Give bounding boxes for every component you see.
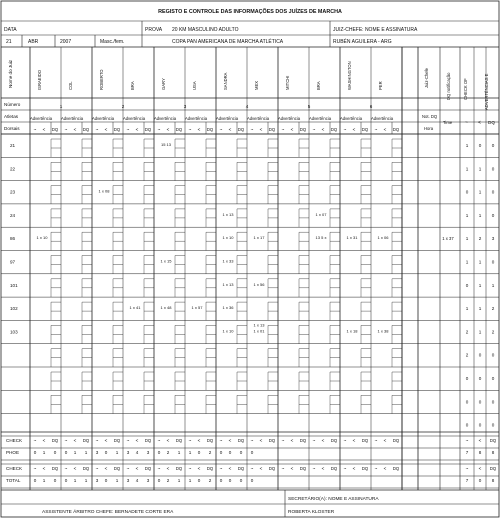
dynamic-content: [10, 61, 497, 483]
check2-lt-8: <: [259, 466, 263, 471]
phoe-value-12: 0: [157, 450, 161, 455]
check2-dq-3: DQ: [113, 466, 121, 471]
check-lt-9: <: [290, 438, 294, 443]
check-dq-12: DQ: [392, 438, 400, 443]
bib-21: 21: [10, 143, 16, 148]
check2-lt-1: <: [42, 466, 46, 471]
judge-name-1: ISRAEIDO: [37, 69, 42, 90]
check-dq-5: DQ: [175, 438, 183, 443]
row-total-tilde-5: 1: [465, 259, 469, 265]
total-value-19: 0: [228, 478, 232, 483]
tilde-header-5: ~: [157, 127, 161, 132]
judge-name-label: Nome do Juiz: [8, 59, 13, 88]
bib-103: 103: [10, 329, 18, 335]
entry-r6-j7: 1 x 56: [253, 281, 265, 287]
bib-97: 97: [10, 259, 16, 265]
entry-r7-j6: 1 x 36: [222, 305, 234, 311]
not-dq-label: Not. DQ: [422, 114, 438, 119]
judge-number-6: 6: [369, 104, 373, 109]
right-lt: <: [478, 120, 481, 126]
phoe-value-4: 1: [73, 450, 77, 455]
warning-header-5: Advertência: [153, 116, 177, 121]
row-total-lt-8: 1: [478, 329, 482, 335]
tilde-header-7: ~: [219, 127, 223, 132]
bib-102: 102: [10, 306, 18, 312]
check2-tilde-12: ~: [374, 466, 378, 471]
check-label-top: CHECK: [6, 438, 23, 443]
warnings-label: ADVERTÊNCIAS E: [484, 73, 489, 110]
check2-tilde-8: ~: [250, 466, 254, 471]
judge-name-11: WASHINGTON: [347, 61, 352, 90]
check-tilde-8: ~: [250, 438, 254, 443]
row-total-lt-6: 1: [478, 282, 482, 288]
check-lt-4: <: [135, 438, 139, 443]
judge-number-1: 1: [59, 104, 63, 109]
row-total-tilde-1: 1: [465, 166, 469, 172]
dq-header-9: DQ: [299, 127, 307, 132]
entry-r3-j6: 1 x 13: [222, 211, 234, 217]
check-dq-8: DQ: [268, 438, 276, 443]
entry-r7-j5: 1 x 57: [191, 305, 203, 311]
entry-r2-j2: 1 x 08: [98, 188, 110, 194]
check-tilde-10: ~: [312, 438, 316, 443]
row-total-tilde-3: 1: [465, 212, 469, 218]
check2-dq-1: DQ: [51, 466, 59, 471]
total-value-15: 1: [188, 478, 192, 483]
check2-dq-11: DQ: [361, 466, 369, 471]
lt-header-11: <: [352, 127, 356, 132]
check-lt-10: <: [321, 438, 325, 443]
phoe-value-9: 3: [126, 450, 130, 455]
dq-header-12: DQ: [392, 127, 400, 132]
check2-dq-5: DQ: [175, 466, 183, 471]
row-total-tilde-8: 2: [465, 329, 469, 335]
lt-header-7: <: [228, 127, 232, 132]
total-value-0: 0: [33, 478, 37, 483]
extra-total-lt-0: 0: [478, 352, 482, 358]
phoe-value-0: 0: [33, 450, 37, 455]
check-lt-8: <: [259, 438, 263, 443]
check-tilde-6: ~: [188, 438, 192, 443]
row-total-lt-4: 2: [478, 236, 482, 242]
lt-header-5: <: [166, 127, 170, 132]
row-total-dq-3: 0: [491, 212, 495, 218]
race-value: 20 KM MASCULINO ADULTO: [172, 27, 239, 33]
check-tilde-7: ~: [219, 438, 223, 443]
row-total-tilde-2: 0: [465, 189, 469, 195]
dq-header-10: DQ: [330, 127, 338, 132]
bib-22: 22: [10, 166, 16, 172]
tilde-header-12: ~: [374, 127, 378, 132]
dq-header-4: DQ: [144, 127, 152, 132]
total-value-16: 0: [197, 478, 201, 483]
check-dq-2: DQ: [82, 438, 90, 443]
tilde-header-1: ~: [33, 127, 37, 132]
tilde-header-11: ~: [343, 127, 347, 132]
judge-name-10: BRA: [316, 81, 321, 90]
entry-r8-j11: 1 x 38: [377, 328, 389, 334]
warning-header-8: Advertência: [246, 116, 270, 121]
warning-header-9: Advertência: [277, 116, 301, 121]
total_totals-1: 0: [478, 478, 482, 483]
phoe_totals-0: 7: [465, 450, 469, 455]
entry-r7-j4: 1 x 48: [160, 305, 172, 311]
extra-total-dq-1: 0: [491, 376, 495, 381]
total_totals-2: 8: [491, 478, 495, 483]
check-right-tilde: ~: [465, 438, 469, 443]
check2-tilde-5: ~: [157, 466, 161, 471]
chief-judge-col-label: Juiz-Chefe: [424, 67, 429, 88]
entry-r4-j10: 1 x 31: [346, 235, 358, 241]
row-total-dq-5: 0: [491, 259, 495, 265]
check2-tilde-11: ~: [343, 466, 347, 471]
check2-dq-10: DQ: [330, 466, 338, 471]
total-value-11: 3: [146, 478, 150, 483]
bib-86: 86: [10, 236, 16, 242]
check-dq-4: DQ: [144, 438, 152, 443]
phoe_totals-2: 8: [491, 450, 495, 455]
check-tilde-1: ~: [33, 438, 37, 443]
check2-lt-2: <: [73, 466, 77, 471]
row-total-dq-4: 3: [491, 236, 495, 242]
lt-header-10: <: [321, 127, 325, 132]
entry-r8-j7: 1 x 01: [253, 328, 265, 334]
warning-header-3: Advertência: [91, 116, 115, 121]
phoe-value-17: 2: [208, 450, 212, 455]
row-total-lt-0: 0: [478, 143, 482, 148]
check2-tilde-4: ~: [126, 466, 130, 471]
tilde-header-10: ~: [312, 127, 316, 132]
check2-dq-6: DQ: [206, 466, 214, 471]
phoe-value-19: 0: [228, 450, 232, 455]
total-label: TOTAL: [6, 478, 21, 483]
date-label: DATA: [4, 27, 17, 33]
check2-tilde-10: ~: [312, 466, 316, 471]
check-lt-5: <: [166, 438, 170, 443]
phoe-value-18: 0: [219, 450, 223, 455]
check-tilde-3: ~: [95, 438, 99, 443]
warning-header-6: Advertência: [184, 116, 208, 121]
total-value-20: 0: [239, 478, 243, 483]
warning-header-10: Advertência: [308, 116, 332, 121]
warning-header-7: Advertência: [215, 116, 239, 121]
check-lt-2: <: [73, 438, 77, 443]
phoe-value-2: 0: [53, 450, 57, 455]
check-dq-3: DQ: [113, 438, 121, 443]
lt-header-12: <: [383, 127, 387, 132]
check-lt-11: <: [352, 438, 356, 443]
judge-name-5: GARY: [161, 78, 166, 90]
check2-dq-12: DQ: [392, 466, 400, 471]
dq-header-7: DQ: [237, 127, 245, 132]
check-tilde-4: ~: [126, 438, 130, 443]
judge-number-5: 5: [307, 104, 311, 109]
check2-dq-9: DQ: [299, 466, 307, 471]
entry-r6-j6: 1 x 13: [222, 281, 234, 287]
form-title: REGISTO E CONTROLE DAS INFORMAÇÕES DOS JUÍZES DE MARCHA: [158, 9, 342, 15]
warning-header-4: Advertência: [122, 116, 146, 121]
extra-total-tilde-1: 0: [465, 376, 469, 381]
check-right-dq: DQ: [489, 438, 497, 443]
time-label: Time: [443, 120, 453, 125]
check2-tilde-7: ~: [219, 466, 223, 471]
lt-header-1: <: [42, 127, 46, 132]
check2-lt-4: <: [135, 466, 139, 471]
lt-header-9: <: [290, 127, 294, 132]
extra-total-tilde-2: 0: [465, 399, 469, 405]
row-total-lt-7: 1: [478, 306, 482, 312]
check-dq-1: DQ: [51, 438, 59, 443]
entry-r5-j4: 1 x 15: [160, 258, 172, 264]
row-total-lt-1: 1: [478, 166, 482, 172]
check2-tilde-3: ~: [95, 466, 99, 471]
phoe-value-8: 1: [115, 450, 119, 455]
judge-name-3: ROBERTO: [99, 69, 104, 90]
check2-right-tilde: ~: [465, 466, 469, 471]
phoe-value-14: 1: [177, 450, 181, 455]
tilde-header-6: ~: [188, 127, 192, 132]
phoe-value-15: 1: [188, 450, 192, 455]
date-month: ABR: [28, 39, 39, 45]
dq-header-3: DQ: [113, 127, 121, 132]
number-label: Número: [4, 102, 21, 107]
check2-lt-9: <: [290, 466, 294, 471]
total-value-13: 2: [166, 478, 170, 483]
phoe-value-3: 0: [64, 450, 68, 455]
total-value-21: 0: [250, 478, 254, 483]
entry-r8-j10: 1 x 18: [346, 328, 358, 334]
phoe-value-7: 0: [104, 450, 108, 455]
check2-dq-2: DQ: [82, 466, 90, 471]
lt-header-3: <: [104, 127, 108, 132]
judge-number-3: 3: [183, 104, 187, 109]
total-value-3: 0: [64, 478, 68, 483]
extra-total-dq-2: 0: [491, 399, 495, 405]
check2-right-dq: DQ: [489, 466, 497, 471]
check-tilde-9: ~: [281, 438, 285, 443]
total-value-18: 0: [219, 478, 223, 483]
extra-total-lt-1: 0: [478, 376, 482, 381]
warning-header-11: Advertência: [339, 116, 363, 121]
judge-name-12: PER: [378, 81, 383, 90]
check2-lt-10: <: [321, 466, 325, 471]
check-dq-11: DQ: [361, 438, 369, 443]
total-value-8: 1: [115, 478, 119, 483]
warning-header-12: Advertência: [370, 116, 394, 121]
judge-name-8: MEX: [254, 80, 259, 90]
check2-tilde-2: ~: [64, 466, 68, 471]
extra-total-tilde-3: 0: [465, 422, 469, 428]
extra-total-lt-2: 0: [478, 399, 482, 405]
check-lt-3: <: [104, 438, 108, 443]
athletes-label: Atletas: [4, 114, 19, 119]
check2-lt-11: <: [352, 466, 356, 471]
tilde-header-9: ~: [281, 127, 285, 132]
bib-101: 101: [10, 282, 18, 288]
check2-dq-4: DQ: [144, 466, 152, 471]
check-lt-12: <: [383, 438, 387, 443]
row-total-dq-0: 0: [491, 143, 495, 148]
total-value-7: 0: [104, 478, 108, 483]
dq-header-5: DQ: [175, 127, 183, 132]
check2-dq-8: DQ: [268, 466, 276, 471]
judge-number-4: 4: [245, 104, 249, 109]
secretary-name: ROBERTA KLOSTER: [288, 510, 335, 515]
entry-r5-j6: 1 x 33: [222, 258, 234, 264]
row-total-tilde-6: 0: [465, 282, 469, 288]
phoe-value-21: 0: [250, 450, 254, 455]
check2-dq-7: DQ: [237, 466, 245, 471]
total-value-5: 1: [84, 478, 88, 483]
dq-header-2: DQ: [82, 127, 90, 132]
bib-24: 24: [10, 212, 16, 218]
row-total-dq-2: 0: [491, 189, 495, 195]
chief-time: 1 x 37: [442, 236, 454, 242]
lt-header-2: <: [73, 127, 77, 132]
date-day: 21: [6, 39, 12, 45]
phoe_totals-1: 8: [478, 450, 482, 455]
check-lt-6: <: [197, 438, 201, 443]
assistant-chief-label: ASSISTENTE ÁRBITRO CHEFE: BERNADETE CORTE ERA: [42, 510, 174, 515]
race-label: PROVA: [145, 27, 163, 33]
tilde-header-3: ~: [95, 127, 99, 132]
right-dq: DQ: [488, 120, 495, 125]
phoe-label: PHOE: [6, 450, 20, 455]
check-dq-7: DQ: [237, 438, 245, 443]
masc-fem-label: Masc./fem.: [100, 39, 125, 45]
check-dq-9: DQ: [299, 438, 307, 443]
right-tilde: ~: [465, 120, 468, 126]
row-total-lt-3: 1: [478, 212, 482, 218]
judge-number-2: 2: [121, 104, 125, 109]
phoe-value-11: 3: [146, 450, 150, 455]
judge-name-2: COL: [68, 81, 73, 90]
check2-lt-7: <: [228, 466, 232, 471]
phoe-value-1: 1: [42, 450, 46, 455]
row-total-tilde-7: 1: [465, 306, 469, 312]
check2-tilde-1: ~: [33, 466, 37, 471]
total-value-14: 1: [177, 478, 181, 483]
entry-r8-j7: 1 x 13: [253, 322, 265, 328]
check-tilde-12: ~: [374, 438, 378, 443]
total-value-17: 2: [208, 478, 212, 483]
total-value-4: 1: [73, 478, 77, 483]
judge-name-6: USA: [192, 81, 197, 90]
check2-lt-5: <: [166, 466, 170, 471]
row-total-dq-7: 2: [491, 306, 495, 312]
secretary-label: SECRETÁRIO(A): NOME E ASSINATURA: [288, 497, 379, 502]
bib-23: 23: [10, 189, 16, 195]
judge-name-9: MITCHI: [285, 75, 290, 90]
dq-header-8: DQ: [268, 127, 276, 132]
tilde-header-4: ~: [126, 127, 130, 132]
event-name: COPA PAN AMERICANA DE MARCHA ATLÉTICA: [172, 39, 284, 45]
row-total-dq-6: 1: [491, 282, 495, 288]
chief-judge-label: JUIZ-CHEFE: NOME E ASSINATURA: [333, 27, 418, 33]
total-value-6: 3: [95, 478, 99, 483]
check2-tilde-6: ~: [188, 466, 192, 471]
phoe-value-16: 0: [197, 450, 201, 455]
lt-header-4: <: [135, 127, 139, 132]
extra-total-lt-3: 0: [478, 422, 482, 428]
total-value-10: 4: [135, 478, 139, 483]
total-value-12: 0: [157, 478, 161, 483]
entry-r7-j3: 1 x 41: [129, 305, 141, 311]
check-dq-6: DQ: [206, 438, 214, 443]
tilde-header-2: ~: [64, 127, 68, 132]
row-total-lt-2: 1: [478, 189, 482, 195]
check2-lt-6: <: [197, 466, 201, 471]
entry-r0-j4: 15 13: [160, 142, 172, 147]
phoe-value-13: 2: [166, 450, 170, 455]
check-dq-10: DQ: [330, 438, 338, 443]
check2-lt-12: <: [383, 466, 387, 471]
bibs-label: Dorsais: [4, 126, 20, 131]
dq-header-1: DQ: [51, 127, 59, 132]
lt-header-6: <: [197, 127, 201, 132]
dq-header-11: DQ: [361, 127, 369, 132]
extra-total-dq-0: 0: [491, 352, 495, 358]
entry-r4-j7: 1 x 17: [253, 235, 265, 241]
phoe-value-6: 3: [95, 450, 99, 455]
extra-total-dq-3: 0: [491, 422, 495, 428]
phoe-value-5: 1: [84, 450, 88, 455]
check2-tilde-9: ~: [281, 466, 285, 471]
check-lt-7: <: [228, 438, 232, 443]
entry-r4-j0: 1 x 10: [36, 235, 48, 241]
total-value-2: 0: [53, 478, 57, 483]
check-right-lt: <: [478, 438, 482, 443]
check-tilde-2: ~: [64, 438, 68, 443]
dq-header-6: DQ: [206, 127, 214, 132]
dq-notification-label: DQ notificação: [446, 72, 451, 100]
judge-name-4: BRA: [130, 81, 135, 90]
row-total-tilde-4: 1: [465, 236, 469, 242]
entry-r4-j6: 1 x 10: [222, 235, 234, 241]
row-total-dq-8: 2: [491, 329, 495, 335]
lt-header-8: <: [259, 127, 263, 132]
entry-r3-j9: 1 x 07: [315, 211, 327, 217]
total-value-9: 3: [126, 478, 130, 483]
row-total-lt-5: 1: [478, 259, 482, 265]
row-total-dq-1: 0: [491, 166, 495, 172]
tilde-header-8: ~: [250, 127, 254, 132]
extra-total-tilde-0: 2: [465, 352, 469, 358]
check2-right-lt: <: [478, 466, 482, 471]
check-label-bottom: CHECK: [6, 466, 23, 471]
hour-label: Hora: [424, 126, 434, 131]
total-value-1: 1: [42, 478, 46, 483]
check2-lt-3: <: [104, 466, 108, 471]
entry-r4-j9: 13 5 x: [315, 235, 327, 241]
warning-header-2: Advertência: [60, 116, 84, 121]
total_totals-0: 7: [465, 478, 469, 483]
chief-judge-name: RUBÉN AGUILERA - ARG: [333, 39, 392, 45]
warning-header-1: Advertência: [29, 116, 53, 121]
check-tilde-5: ~: [157, 438, 161, 443]
check-lt-1: <: [42, 438, 46, 443]
phoe-value-20: 0: [239, 450, 243, 455]
row-total-tilde-0: 1: [465, 143, 469, 148]
entry-r8-j6: 1 x 10: [222, 328, 234, 334]
phoe-value-10: 4: [135, 450, 139, 455]
check-tilde-11: ~: [343, 438, 347, 443]
judge-name-7: SANDRA: [223, 72, 228, 90]
entry-r4-j11: 1 x 06: [377, 235, 389, 241]
check-of-label: CHECK OF: [463, 78, 468, 100]
date-year: 2007: [60, 39, 72, 45]
